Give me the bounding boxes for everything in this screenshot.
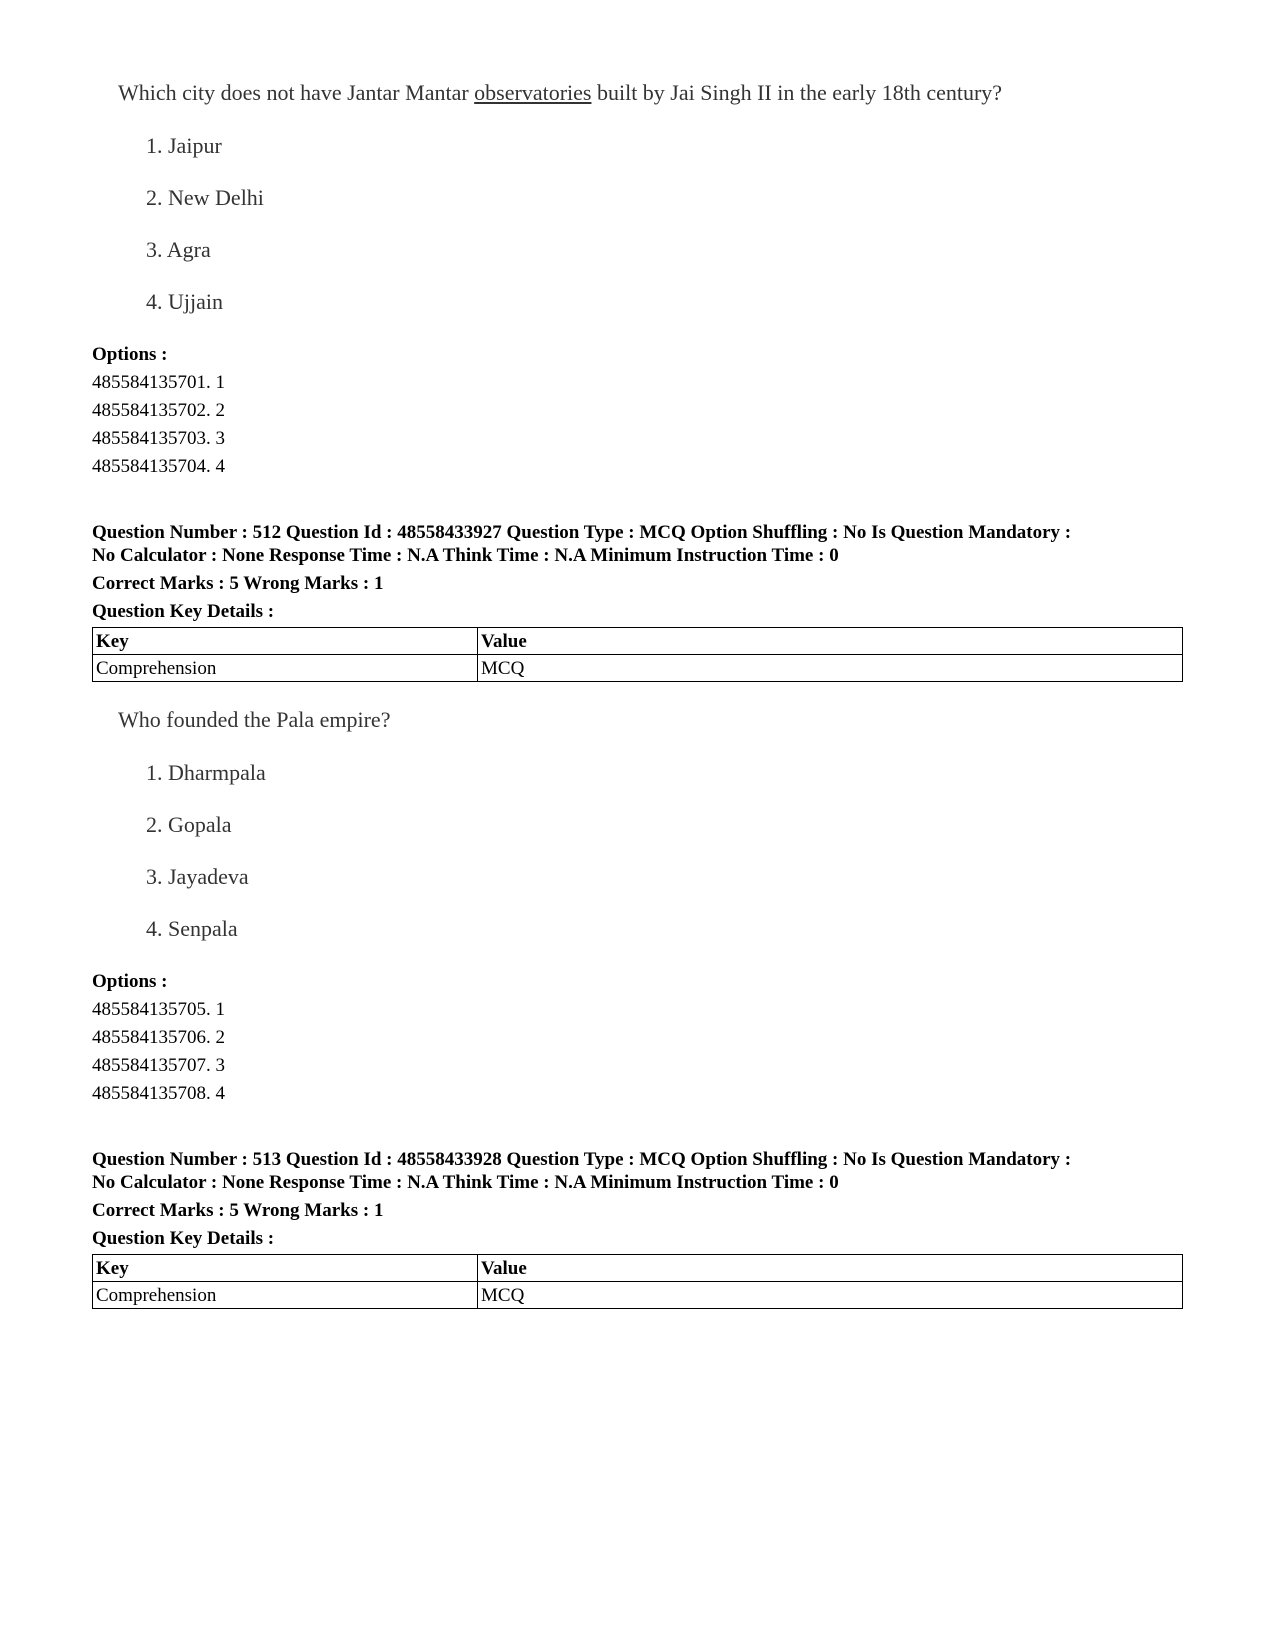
table-header-row bbox=[93, 628, 1183, 655]
question-text-part: Which city does not have Jantar Mantar bbox=[118, 80, 475, 105]
option-id: 485584135705. 1 bbox=[92, 999, 225, 1020]
option-id: 485584135701. 1 bbox=[92, 372, 225, 393]
options-label: Options : bbox=[92, 344, 168, 365]
table-header-key: Key bbox=[93, 628, 478, 655]
choice-item: 1. Dharmpala bbox=[146, 760, 266, 785]
marks-line: Correct Marks : 5 Wrong Marks : 1 bbox=[92, 1200, 384, 1221]
choice-item: 3. Agra bbox=[146, 237, 211, 262]
option-id: 485584135706. 2 bbox=[92, 1027, 225, 1048]
table-row bbox=[93, 655, 1183, 682]
table-cell-key: Comprehension bbox=[93, 1282, 478, 1309]
question-text: Who founded the Pala empire? bbox=[118, 707, 391, 732]
question-text-part: built by Jai Singh II in the early 18th century? bbox=[591, 80, 1003, 105]
choice-item: 1. Jaipur bbox=[146, 133, 222, 158]
table-cell-value: MCQ bbox=[478, 1282, 1183, 1309]
table-header-key: Key bbox=[93, 1255, 478, 1282]
option-id: 485584135702. 2 bbox=[92, 400, 225, 421]
table-cell-key: Comprehension bbox=[93, 655, 478, 682]
table-header-value: Value bbox=[478, 1255, 1183, 1282]
question-meta-line1: Question Number : 513 Question Id : 48558433928 Question Type : MCQ Option Shuffling : No Is Question Mandatory : bbox=[92, 1149, 1072, 1170]
option-id: 485584135704. 4 bbox=[92, 456, 225, 477]
key-details-table bbox=[92, 627, 1183, 682]
question-text bbox=[118, 80, 1002, 106]
choice-item: 4. Ujjain bbox=[146, 289, 223, 314]
question-meta-line1: Question Number : 512 Question Id : 48558433927 Question Type : MCQ Option Shuffling : No Is Question Mandatory : bbox=[92, 522, 1072, 543]
table-header-row bbox=[93, 1255, 1183, 1282]
choice-item: 2. New Delhi bbox=[146, 185, 264, 210]
question-meta-line2: No Calculator : None Response Time : N.A Think Time : N.A Minimum Instruction Time : 0 bbox=[92, 545, 839, 566]
marks-line: Correct Marks : 5 Wrong Marks : 1 bbox=[92, 573, 384, 594]
choice-item: 3. Jayadeva bbox=[146, 864, 249, 889]
key-details-table bbox=[92, 1254, 1183, 1309]
table-cell-value: MCQ bbox=[478, 655, 1183, 682]
option-id: 485584135707. 3 bbox=[92, 1055, 225, 1076]
key-details-label: Question Key Details : bbox=[92, 601, 275, 622]
option-id: 485584135708. 4 bbox=[92, 1083, 225, 1104]
choice-item: 2. Gopala bbox=[146, 812, 232, 837]
question-text-underlined: observatories bbox=[474, 80, 592, 105]
option-id: 485584135703. 3 bbox=[92, 428, 225, 449]
choice-item: 4. Senpala bbox=[146, 916, 238, 941]
question-meta-line2: No Calculator : None Response Time : N.A Think Time : N.A Minimum Instruction Time : 0 bbox=[92, 1172, 839, 1193]
key-details-label: Question Key Details : bbox=[92, 1228, 275, 1249]
table-row bbox=[93, 1282, 1183, 1309]
options-label: Options : bbox=[92, 971, 168, 992]
table-header-value: Value bbox=[478, 628, 1183, 655]
